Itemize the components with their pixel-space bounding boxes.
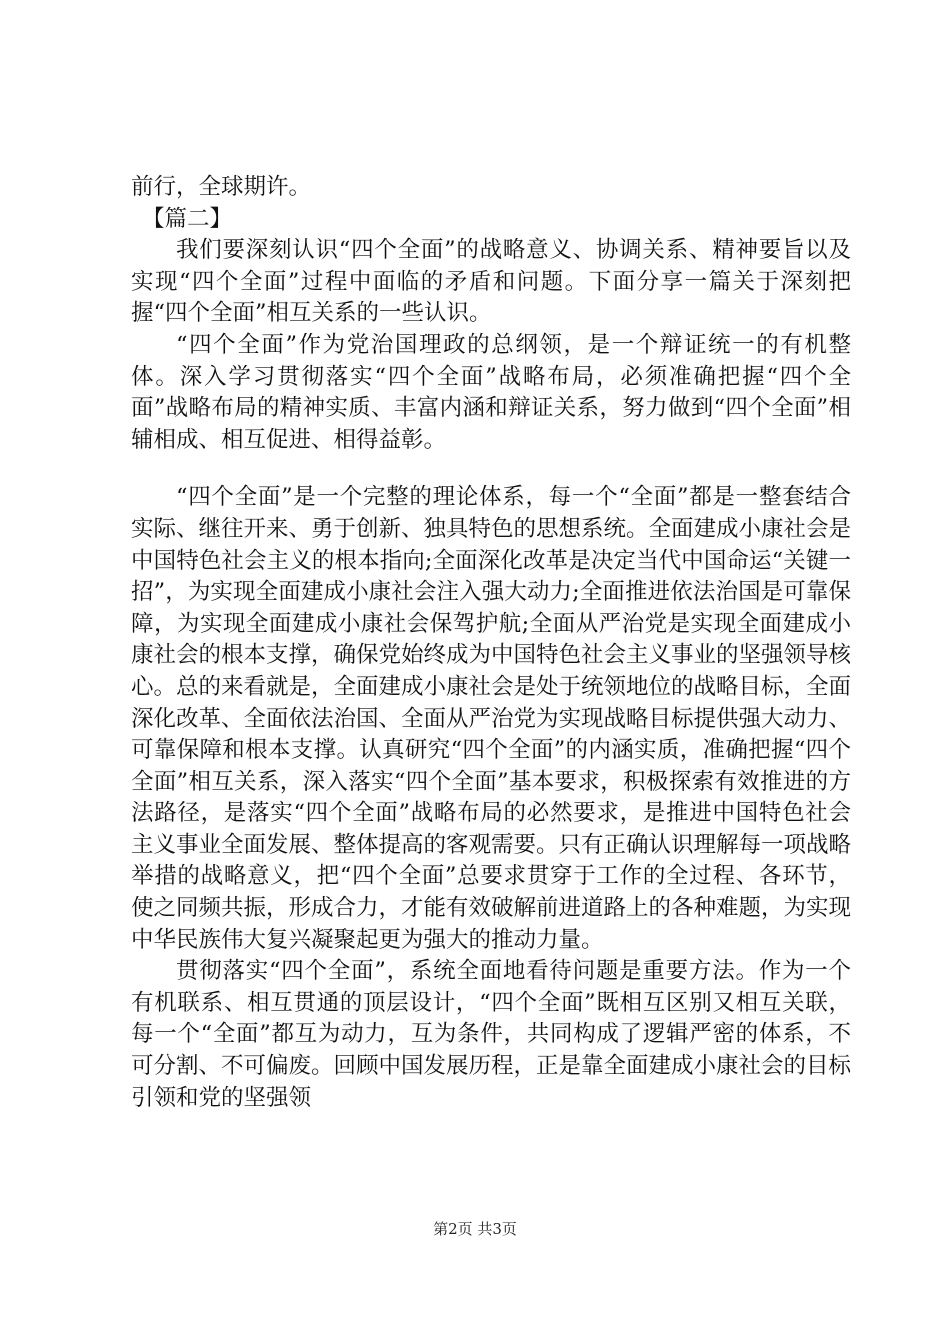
paragraph: “四个全面”作为党治国理政的总纲领，是一个辩证统一的有机整体。深入学习贯彻落实“四个全面”战略布局，必须准确把握“四个全面”战略布局的精神实质、丰富内涵和辩证关系，努力做到“四个全面”相辅相成、相互促进、相得益彰。: [131, 331, 851, 453]
paragraph-spacer: [131, 456, 851, 482]
paragraph-intro: 我们要深刻认识“四个全面”的战略意义、协调关系、精神要旨以及实现“四个全面”过程中面临的矛盾和问题。下面分享一篇关于深刻把握“四个全面”相互关系的一些认识。: [131, 237, 851, 327]
page-footer: 第2页 共3页: [433, 1220, 517, 1238]
paragraph: 贯彻落实“四个全面”，系统全面地看待问题是重要方法。作为一个有机联系、相互贯通的顶层设计，“四个全面”既相互区别又相互关联，每一个“全面”都互为动力，互为条件，共同构成了逻辑严密的体系，不可分割、不可偏废。回顾中国发展历程，正是靠全面建成小康社会的目标引领和党的坚强领: [131, 958, 852, 1111]
section-heading: 【篇二】: [142, 205, 233, 232]
document-body: [131, 172, 851, 1114]
paragraph: “四个全面”是一个完整的理论体系，每一个“全面”都是一整套结合实际、继往开来、勇于创新、独具特色的思想系统。全面建成小康社会是中国特色社会主义的根本指向;全面深化改革是决定当代中国命运“关键一招”，为实现全面建成小康社会注入强大动力;全面推进依法治国是可靠保障，为实现全面建成小康社会保驾护航;全面从严治党是实现全面建成小康社会的根本支撑，确保党始终成为中国特色社会主义事业的坚强领导核心。总的来看就是，全面建成小康社会是处于统领地位的战略目标，全面深化改革、全面依法治国、全面从严治党为实现战略目标提供强大动力、可靠保障和根本支撑。认真研究“四个全面”的内涵实质，准确把握“四个全面”相互关系，深入落实“四个全面”基本要求，积极探索有效推进的方法路径，是落实“四个全面”战略布局的必然要求，是推进中国特色社会主义事业全面发展、整体提高的客观需要。只有正确认识理解每一项战略举措的战略意义，把“四个全面”总要求贯穿于工作的全过程、各环节，使之同频共振，形成合力，才能有效破解前进道路上的各种难题，为实现中华民族伟大复兴凝聚起更为强大的推动力量。: [131, 484, 852, 953]
paragraph-continuation: 前行，全球期许。: [131, 174, 312, 200]
